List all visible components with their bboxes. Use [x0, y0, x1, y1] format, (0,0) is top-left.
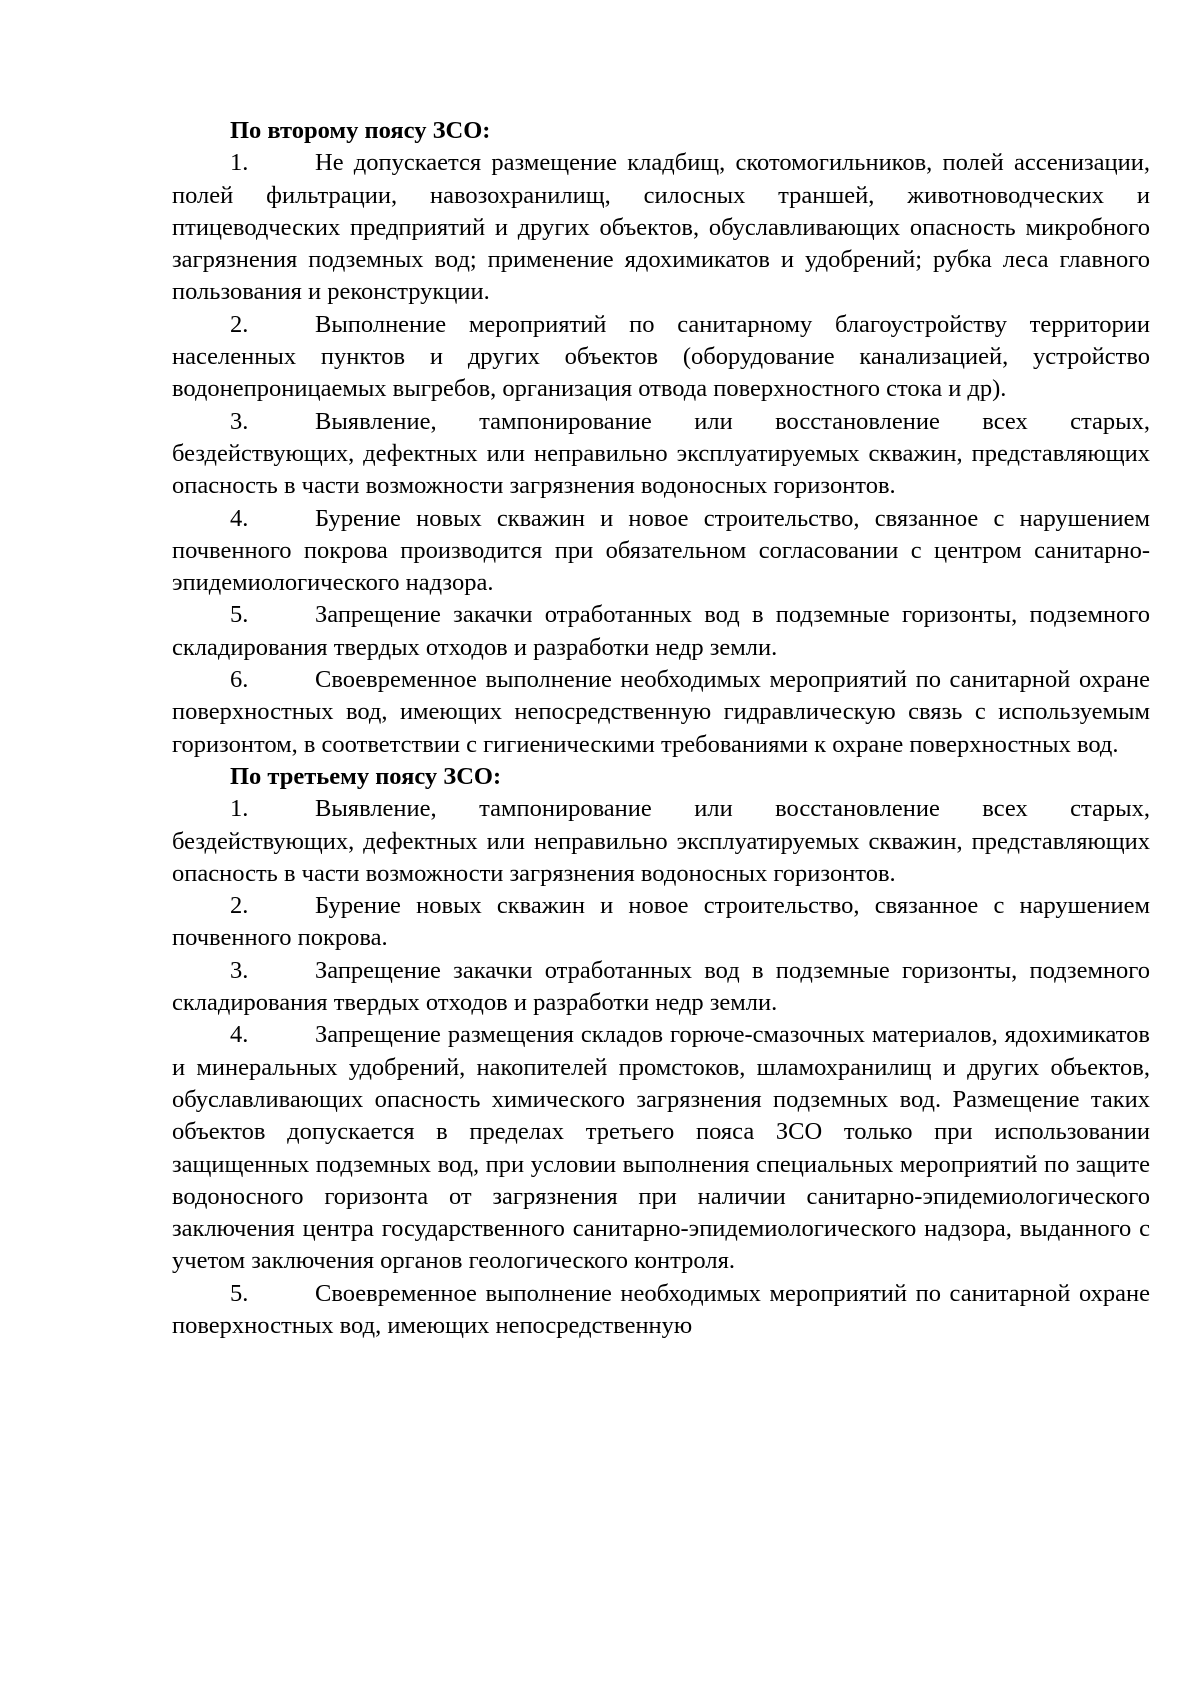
item-number: 1. [230, 795, 249, 823]
item-number: 6. [230, 666, 249, 694]
item-text: Бурение новых скважин и новое строительство, связанное с нарушением почвенного покрова. [172, 892, 1150, 952]
section-heading-second-belt: По второму поясу ЗСО: [230, 117, 491, 144]
item-number: 4. [230, 1021, 249, 1049]
item-text: Своевременное выполнение необходимых мероприятий по санитарной охране поверхностных вод, имеющих непосредственную [172, 1279, 1150, 1339]
item-text: Выполнение мероприятий по санитарному благоустройству территории населенных пунктов и других объектов (оборудование канализацией, устройство водонепроницаемых выгребов, организация отвода поверхностного стока и др). [172, 310, 1150, 403]
item-text: Выявление, тампонирование или восстановление всех старых, бездействующих, дефектных или неправильно эксплуатируемых скважин, представляющих опасность в части возможности загрязнения водоносных горизонтов. [172, 795, 1150, 887]
item-number: 5. [230, 601, 249, 629]
list-item [172, 793, 1150, 890]
document-page [172, 115, 1150, 1342]
list-item [172, 503, 1150, 600]
item-text: Запрещение размещения складов горюче-смазочных материалов, ядохимикатов и минеральных удобрений, накопителей промстоков, шламохранилищ и других объектов, обуславливающих опасность химического загрязнения подземных вод. Размещение таких объектов допускается в пределах третьего пояса ЗСО только при использовании защищенных подземных вод, при условии выполнения специальных мероприятий по защите водоносного горизонта от загрязнения при наличии санитарно-эпидемиологического заключения центра государственного санитарно-эпидемиологического надзора, выданного с учетом заключения органов геологического контроля. [172, 1021, 1150, 1275]
item-number: 3. [230, 956, 249, 984]
item-text: Своевременное выполнение необходимых мероприятий по санитарной охране поверхностных вод, имеющих непосредственную гидравлическую связь с используемым горизонтом, в соответствии с гигиеническими требованиями к охране поверхностных вод. [172, 666, 1150, 758]
item-number: 5. [230, 1279, 249, 1307]
list-item [172, 1278, 1150, 1343]
item-number: 1. [230, 149, 249, 177]
item-text: Не допускается размещение кладбищ, скотомогильников, полей ассенизации, полей фильтрации, навозохранилищ, силосных траншей, животноводческих и птицеводческих предприятий и других объектов, обуславливающих опасность микробного загрязнения подземных вод; применение ядохимикатов и удобрений; рубка леса главного пользования и реконструкции. [172, 149, 1150, 306]
list-item [172, 406, 1150, 503]
list-item [172, 147, 1150, 308]
item-number: 3. [230, 407, 249, 435]
item-text: Бурение новых скважин и новое строительство, связанное с нарушением почвенного покрова производится при обязательном согласовании с центром санитарно-эпидемиологического надзора. [172, 504, 1150, 597]
item-number: 4. [230, 504, 249, 532]
list-item [172, 664, 1150, 761]
item-text: Запрещение закачки отработанных вод в подземные горизонты, подземного складирования твердых отходов и разработки недр земли. [172, 601, 1150, 661]
list-item [172, 890, 1150, 955]
item-text: Запрещение закачки отработанных вод в подземные горизонты, подземного складирования твердых отходов и разработки недр земли. [172, 956, 1150, 1017]
item-text: Выявление, тампонирование или восстановление всех старых, бездействующих, дефектных или неправильно эксплуатируемых скважин, представляющих опасность в части возможности загрязнения водоносных горизонтов. [172, 407, 1150, 500]
list-item [172, 599, 1150, 664]
item-number: 2. [230, 892, 249, 920]
section-heading-third-belt: По третьему поясу ЗСО: [230, 762, 502, 790]
list-item [172, 309, 1150, 406]
item-number: 2. [230, 310, 249, 338]
list-item [172, 1019, 1150, 1277]
list-item [172, 955, 1150, 1020]
